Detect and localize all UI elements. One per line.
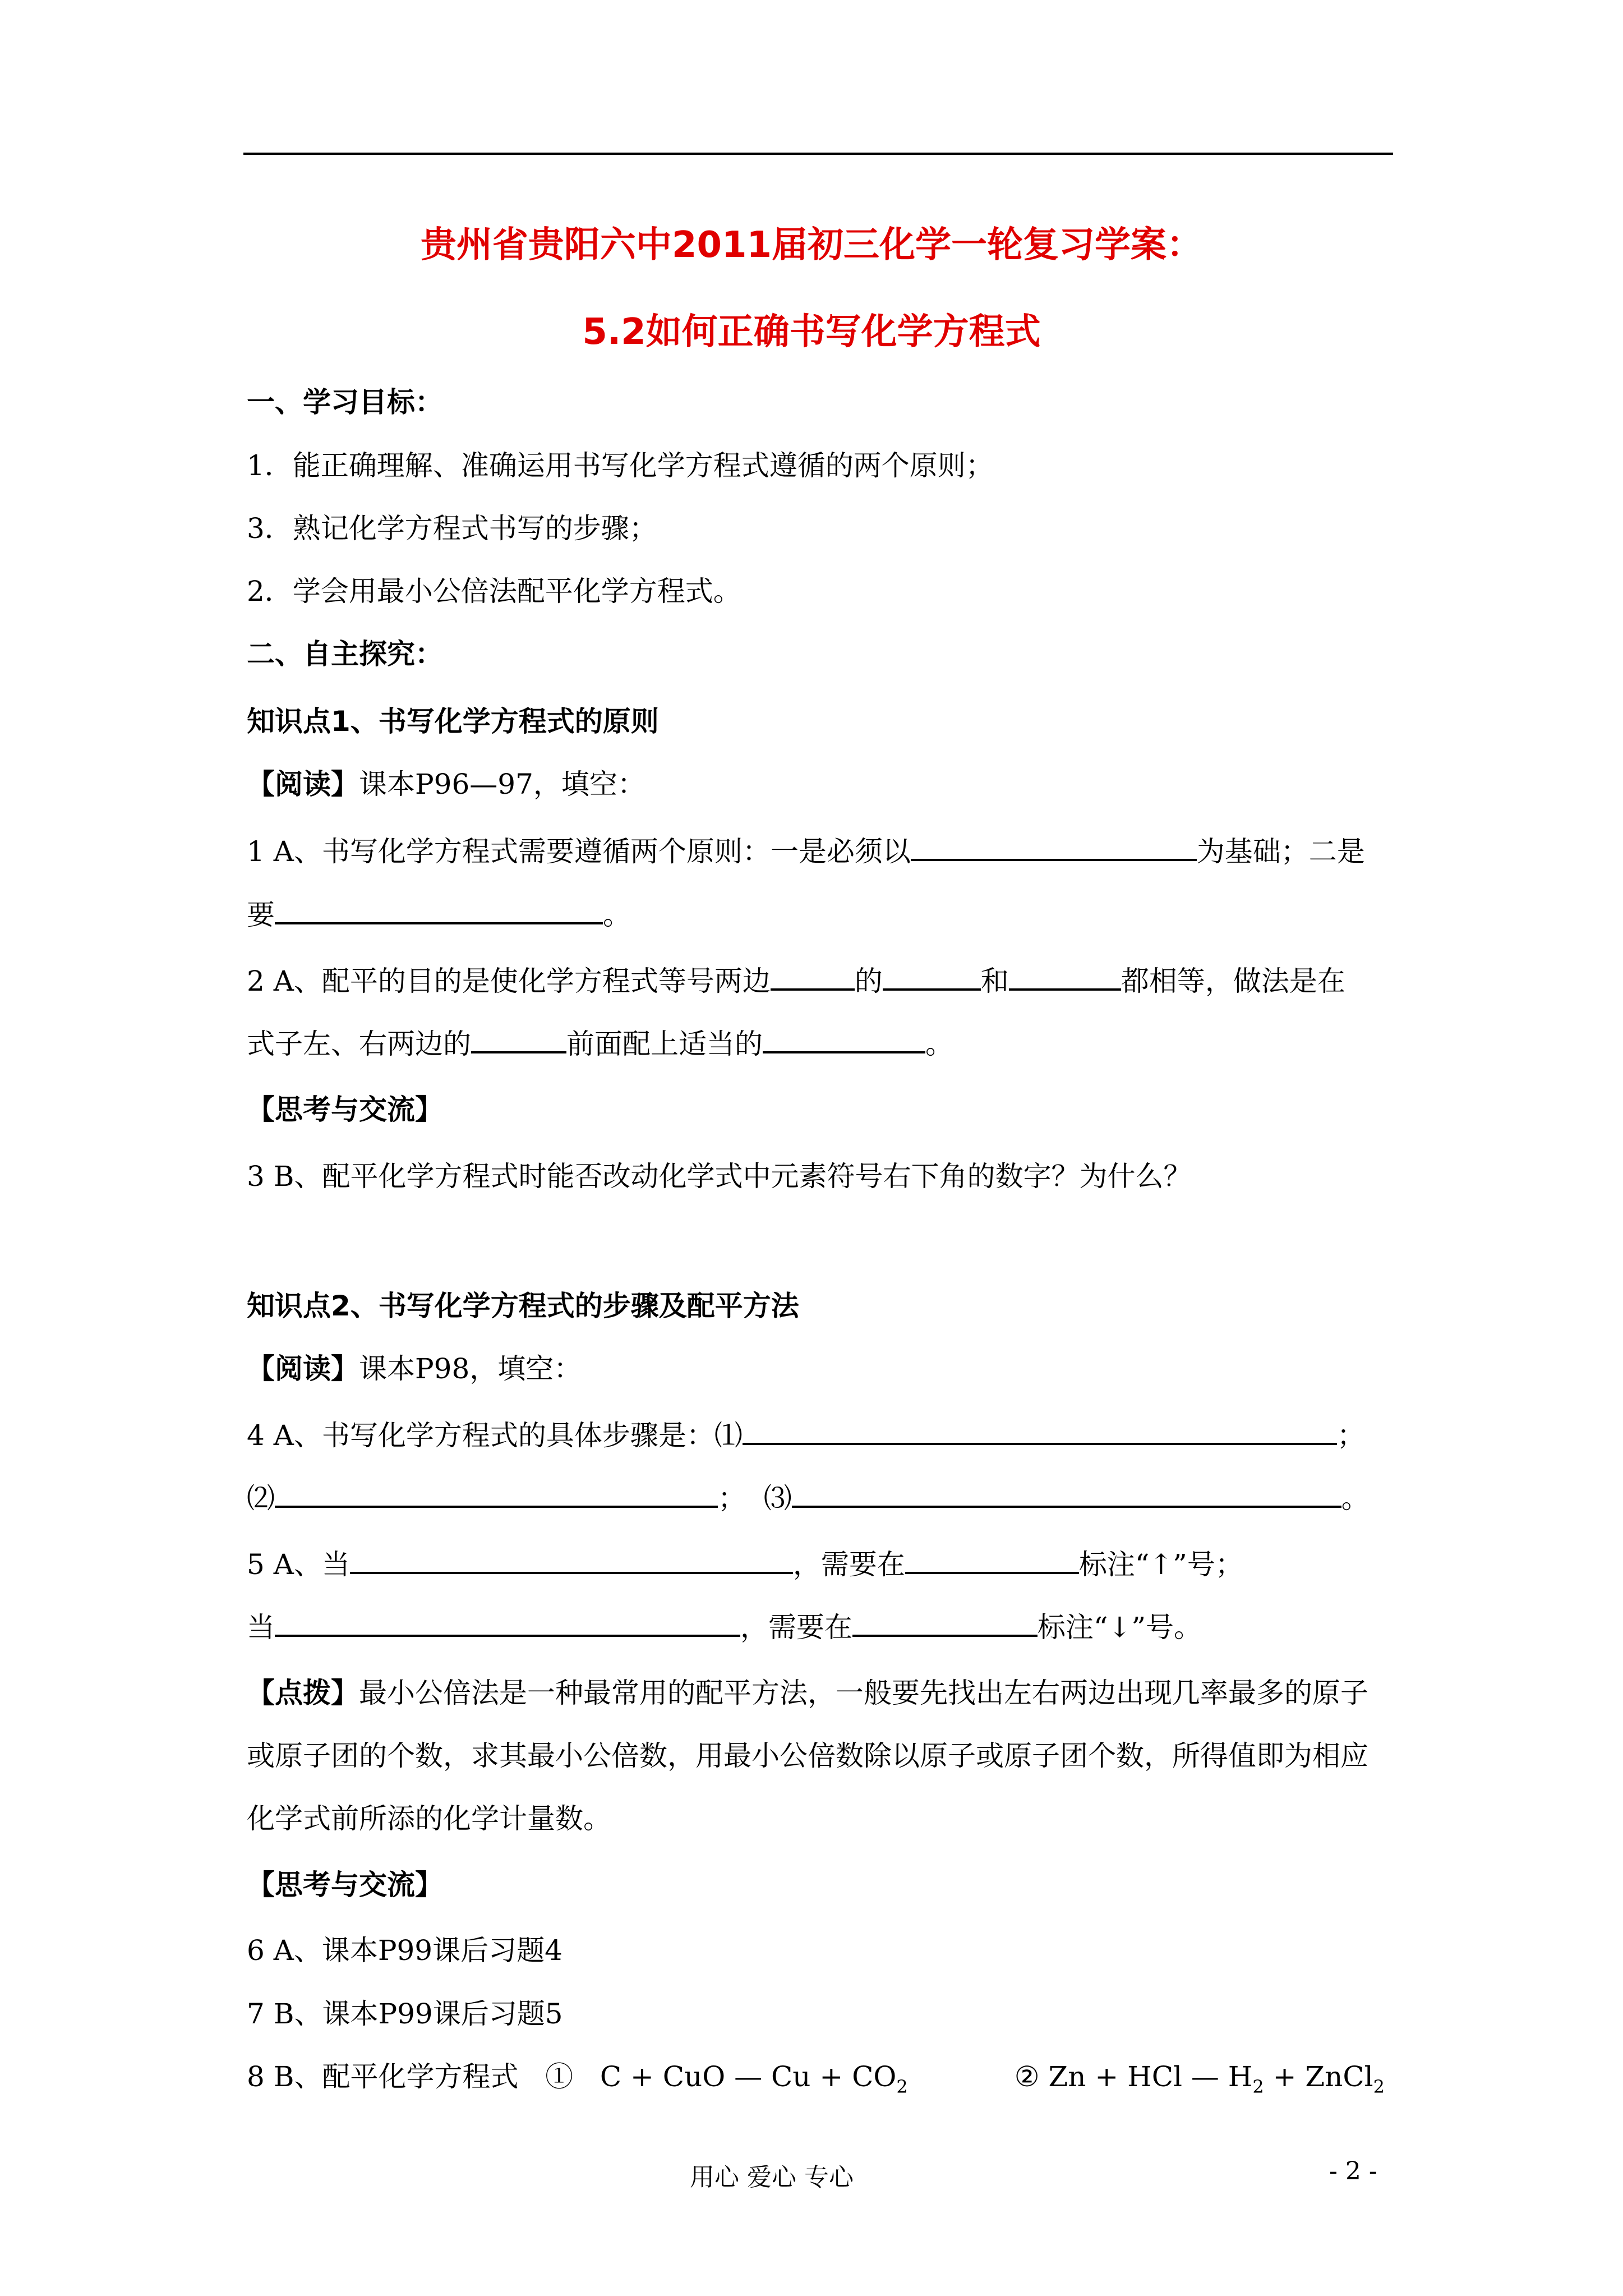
question-2-text-4: 都相等，做法是在: [1121, 965, 1345, 997]
fill-blank[interactable]: [883, 964, 981, 991]
question-2-text: 2 A、配平的目的是使化学方程式等号两边: [247, 965, 771, 997]
fill-blank[interactable]: [275, 898, 603, 924]
tip-line-2: 或原子团的个数，求其最小公倍数，用最小公倍数除以原子或原子团个数，所得值即为相应: [247, 1740, 1368, 1772]
question-4-step-2-label: ⑵: [247, 1482, 275, 1515]
fill-blank[interactable]: [771, 964, 855, 991]
goal-item-1: 1．能正确理解、准确运用书写化学方程式遵循的两个原则；: [247, 449, 994, 482]
read-text: 课本P96—97，填空：: [359, 768, 645, 800]
fill-blank[interactable]: [763, 1027, 925, 1053]
fill-blank[interactable]: [743, 1418, 1337, 1445]
question-2-text-2: 的: [854, 965, 883, 997]
question-2-line-1: [247, 964, 1345, 998]
equation-2-subscript-2: 2: [1373, 2076, 1385, 2097]
header-rule: [243, 153, 1393, 155]
tip-line-1: [247, 1676, 1368, 1710]
read-instruction-1: [247, 767, 645, 801]
document-title: 贵州省贵阳六中2011届初三化学一轮复习学案：: [420, 224, 1203, 266]
question-1-text-2: 为基础；二是: [1196, 835, 1365, 868]
document-subtitle: 5.2如何正确书写化学方程式: [582, 311, 1041, 353]
knowledge-point-2-heading: 知识点2、书写化学方程式的步骤及配平方法: [247, 1290, 799, 1322]
fill-blank[interactable]: [350, 1547, 793, 1574]
question-2-line-2: [247, 1027, 953, 1061]
question-4-line-1: [247, 1418, 1365, 1452]
tip-line-3: 化学式前所添的化学计量数。: [247, 1802, 611, 1835]
fill-blank[interactable]: [275, 1610, 740, 1637]
page-footer: 用心 爱心 专心: [690, 2163, 854, 2192]
read-text: 课本P98，填空：: [359, 1352, 582, 1385]
page-number: - 2 -: [1329, 2157, 1377, 2185]
equation-2-body-2: + ZnCl: [1264, 2060, 1373, 2093]
question-1-text-3: 要: [247, 899, 275, 931]
section-explore-heading: 二、自主探究：: [247, 638, 443, 670]
tip-text: 最小公倍法是一种最常用的配平方法，一般要先找出左右两边出现几率最多的原子: [359, 1677, 1368, 1709]
fill-blank[interactable]: [852, 1610, 1038, 1637]
equation-2-body: Zn + HCl — H: [1048, 2060, 1253, 2093]
section-goals-heading: 一、学习目标：: [247, 386, 443, 418]
question-5-text-6: 标注“↓”号。: [1038, 1611, 1202, 1644]
fill-blank[interactable]: [275, 1481, 718, 1508]
question-8-text: 8 B、配平化学方程式: [247, 2060, 519, 2093]
question-1-line-1: [247, 834, 1365, 868]
question-4-text-3: ；: [718, 1482, 746, 1515]
question-1-text-4: 。: [603, 899, 631, 931]
question-4-step-3-label: ⑶: [763, 1482, 792, 1515]
goal-item-2: 2．学会用最小公倍法配平化学方程式。: [247, 575, 741, 608]
read-tag: 【阅读】: [247, 1352, 359, 1385]
fill-blank[interactable]: [471, 1027, 566, 1053]
question-2-text-5: 式子左、右两边的: [247, 1028, 471, 1060]
equation-1-number: ①: [545, 2060, 574, 2093]
think-exchange-tag-1: 【思考与交流】: [247, 1093, 443, 1126]
read-instruction-2: [247, 1352, 582, 1386]
equation-1: [600, 2060, 908, 2097]
equation-1-body: C + CuO — Cu + CO: [600, 2060, 897, 2093]
think-exchange-tag-2: 【思考与交流】: [247, 1869, 443, 1901]
equation-2-subscript: 2: [1252, 2076, 1264, 2097]
equation-2-number: ②: [1014, 2060, 1040, 2093]
question-4-text: 4 A、书写化学方程式的具体步骤是：⑴: [247, 1419, 743, 1452]
question-1-text: 1 A、书写化学方程式需要遵循两个原则：一是必须以: [247, 835, 911, 868]
equation-2: [1048, 2060, 1385, 2097]
question-5-line-2: [247, 1610, 1202, 1644]
question-5-line-1: [247, 1547, 1243, 1581]
tip-tag: 【点拨】: [247, 1677, 359, 1709]
knowledge-point-1-heading: 知识点1、书写化学方程式的原则: [247, 705, 659, 738]
goal-item-3: 3．熟记化学方程式书写的步骤；: [247, 512, 657, 545]
question-5-text-4: 当: [247, 1611, 275, 1644]
question-2-text-6: 前面配上适当的: [566, 1028, 763, 1060]
question-3: 3 B、配平化学方程式时能否改动化学式中元素符号右下角的数字？为什么？: [247, 1160, 1192, 1193]
question-8: [247, 2060, 1385, 2104]
question-7: 7 B、课本P99课后习题5: [247, 1998, 563, 2030]
question-6: 6 A、课本P99课后习题4: [247, 1934, 562, 1967]
fill-blank[interactable]: [905, 1547, 1079, 1574]
fill-blank[interactable]: [792, 1481, 1341, 1508]
question-5-text-2: ，需要在: [792, 1548, 905, 1581]
question-4-line-2: [247, 1481, 1370, 1515]
equation-1-subscript: 2: [896, 2076, 908, 2097]
read-tag: 【阅读】: [247, 768, 359, 800]
question-4-text-4: 。: [1341, 1482, 1370, 1515]
fill-blank[interactable]: [911, 834, 1197, 861]
question-5-text-5: ，需要在: [740, 1611, 852, 1644]
question-1-line-2: [247, 898, 631, 932]
question-5-text-3: 标注“↑”号；: [1078, 1548, 1243, 1581]
question-5-text: 5 A、当: [247, 1548, 350, 1581]
question-4-text-2: ；: [1336, 1419, 1365, 1452]
question-2-text-7: 。: [925, 1028, 953, 1060]
question-2-text-3: 和: [980, 965, 1009, 997]
fill-blank[interactable]: [1009, 964, 1121, 991]
